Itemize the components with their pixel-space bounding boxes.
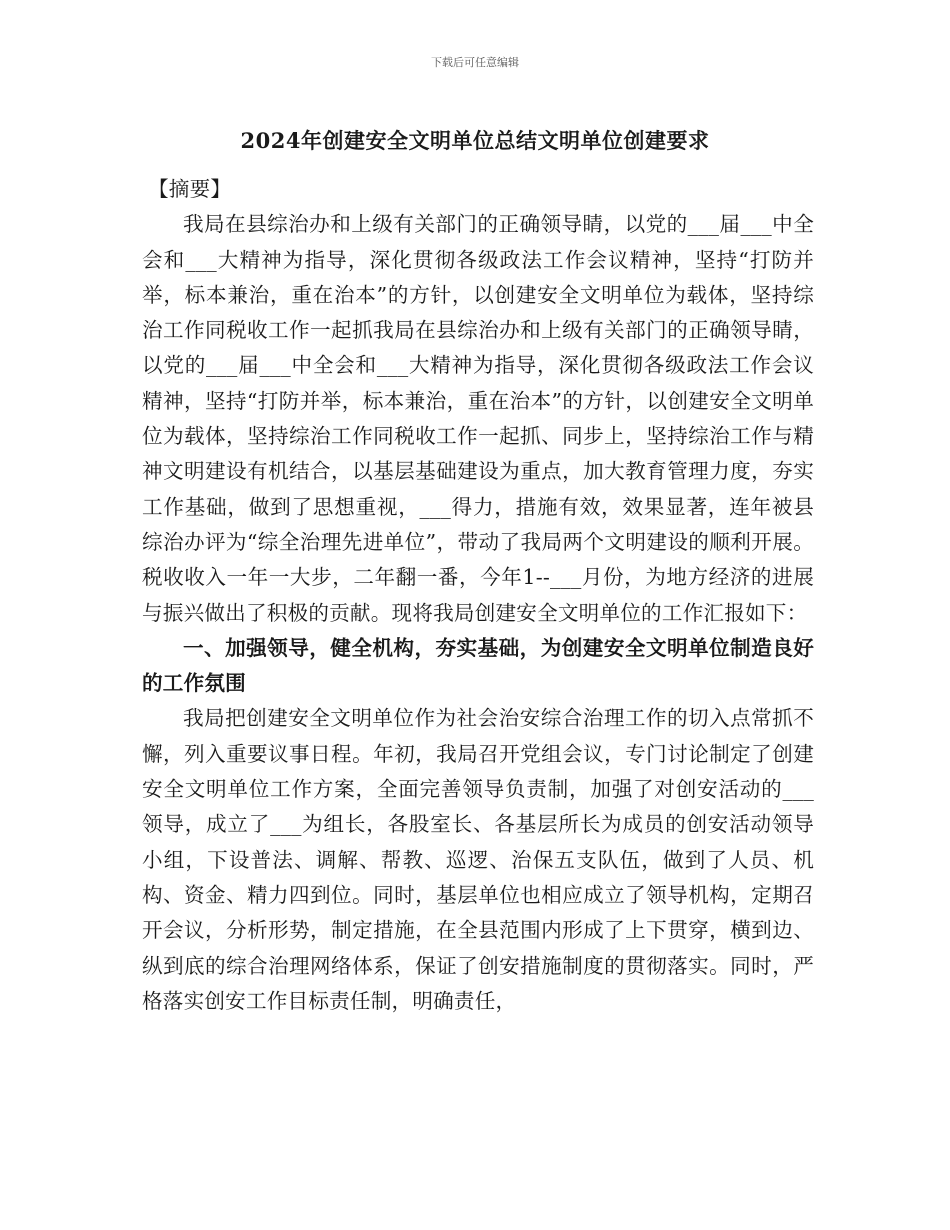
abstract-paragraph: 我局在县综治办和上级有关部门的正确领导睛，以党的___届___中全会和___大精神为指导，深化贯彻各级政法工作会议精神，坚持“打防并举，标本兼治，重在治本”的方针，以创建安全文明单位为载体，坚持综治工作同税收工作一起抓我局在县综治办和上级有关部门的正确领导睛，以党的___届___中全会和___大精神为指导，深化贯彻各级政法工作会议精神，坚持“打防并举，标本兼治，重在治本”的方针，以创建安全文明单位为载体，坚持综治工作同税收工作一起抓、同步上，坚持综治工作与精神文明建设有机结合，以基层基础建设为重点，加大教育管理力度，夯实工作基础，做到了思想重视，___得力，措施有效，效果显著，连年被县综治办评为“综全治理先进单位”，带动了我局两个文明建设的顺利开展。税收收入一年一大步，二年翻一番，今年1--___月份，为地方经济的进展与振兴做出了积极的贡献。现将我局创建安全文明单位的工作汇报如下： <box>142 212 814 625</box>
document-title: 2024年创建安全文明单位总结文明单位创建要求 <box>240 128 710 153</box>
section-paragraph: 我局把创建安全文明单位作为社会治安综合治理工作的切入点常抓不懈，列入重要议事日程。年初，我局召开党组会议，专门讨论制定了创建安全文明单位工作方案，全面完善领导负责制，加强了对创安活动的___领导，成立了___为组长，各股室长、各基层所长为成员的创安活动领导小组，下设普法、调解、帮教、巡逻、治保五支队伍，做到了人员、机构、资金、精力四到位。同时，基层单位也相应成立了领导机构，定期召开会议，分析形势，制定措施，在全县范围内形成了上下贯穿，横到边、纵到底的综合治理网络体系，保证了创安措施制度的贯彻落实。同时，严格落实创安工作目标责任制，明确责任， <box>142 706 814 1013</box>
page-header-note: 下载后可任意编辑 <box>431 56 519 69</box>
document-body <box>142 172 814 1019</box>
abstract-label: 【摘要】 <box>148 177 232 201</box>
section-heading: 一、加强领导，健全机构，夯实基础，为创建安全文明单位制造良好的工作氛围 <box>142 635 814 696</box>
